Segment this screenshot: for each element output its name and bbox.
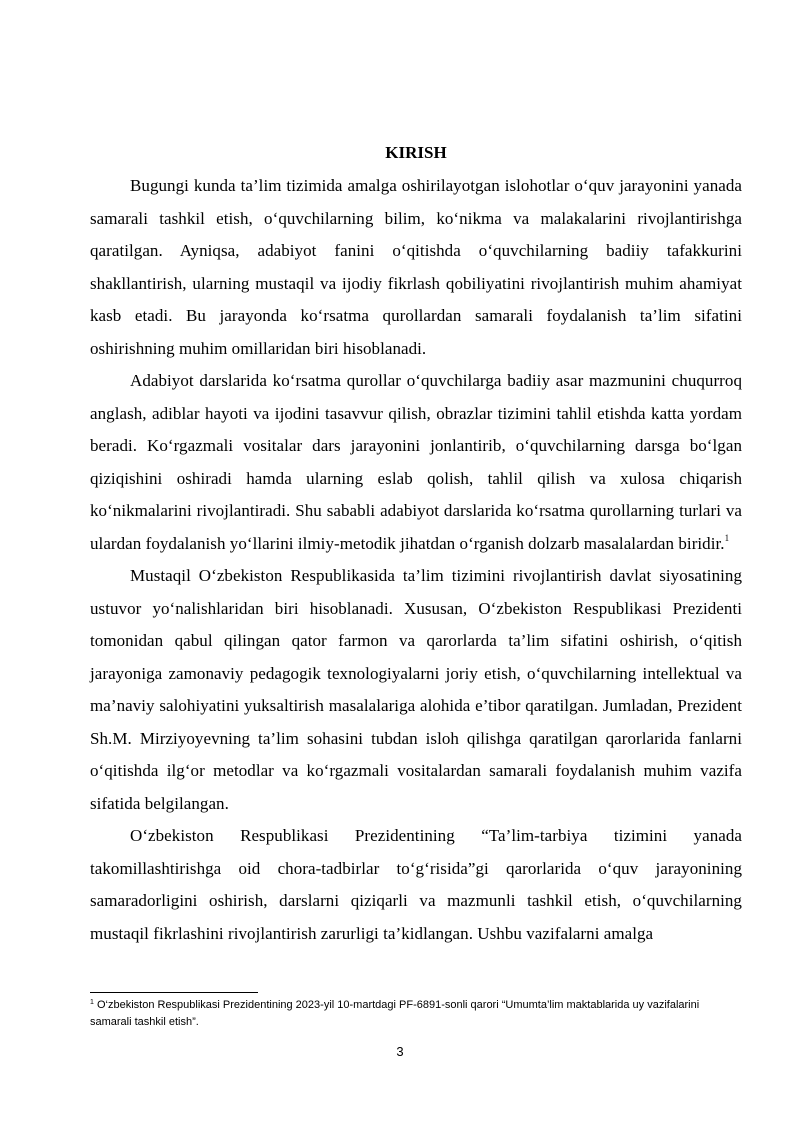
paragraph-1: Bugungi kunda ta’lim tizimida amalga oshirilayotgan islohotlar o‘quv jarayonini yanada samarali tashkil etish, o‘quvchilarning bilim, ko‘nikma va malakalarini rivojlantirishga qaratilgan. Ayniqsa, adabiyot fanini o‘qitishda o‘quvchilarning badiiy tafakkurini shakllantirish, ularning mustaqil va ijodiy fikrlash qobiliyatini rivojlantirish muhim ahamiyat kasb etadi. Bu jarayonda ko‘rsatma qurollardan samarali foydalanish ta’lim sifatini oshirishning muhim omillaridan biri hisoblanadi. (90, 176, 742, 358)
paragraph-3: Mustaqil O‘zbekiston Respublikasida ta’lim tizimini rivojlantirish davlat siyosatining ustuvor yo‘nalishlaridan biri hisoblanadi. Xususan, O‘zbekiston Respublikasi Prezidenti tomonidan qabul qilingan qator farmon va qarorlarda ta’lim sifatini oshirish, o‘qitish jarayoniga zamonaviy pedagogik texnologiyalarni joriy etish, o‘quvchilarning intellektual va ma’naviy salohiyatini yuksaltirish masalalariga alohida e’tibor qaratilgan. Jumladan, Prezident Sh.M. Mirziyoyevning ta’lim sohasini tubdan isloh qilishga qaratilgan qarorlarida fanlarni o‘qitishda ilg‘or metodlar va ko‘rgazmali vositalardan samarali foydalanish muhim vazifa sifatida belgilangan. (90, 566, 742, 813)
page-title: KIRISH (385, 143, 447, 162)
page-number: 3 (396, 1044, 404, 1059)
paragraph-4: O‘zbekiston Respublikasi Prezidentining “Ta’lim-tarbiya tizimini yanada takomillashtirishga oid chora-tadbirlar to‘g‘risida”gi qarorlarida o‘quv jarayonining samaradorligini oshirish, darslarni qiziqarli va mazmunli tashkil etish, o‘quvchilarning mustaqil fikrlashini rivojlantirish zarurligi ta’kidlangan. Ushbu vazifalarni amalga (90, 826, 742, 943)
paragraph-2 (90, 365, 742, 560)
paragraph-2-text: Adabiyot darslarida ko‘rsatma qurollar o‘quvchilarga badiiy asar mazmunini chuqurroq anglash, adiblar hayoti va ijodini tasavvur qilish, obrazlar tizimini tahlil etishda katta yordam beradi. Ko‘rgazmali vositalar dars jarayonini jonlantirib, o‘quvchilarning darsga bo‘lgan qiziqishini oshiradi hamda ularning eslab qolish, tahlil qilish va xulosa chiqarish ko‘nikmalarini rivojlantiradi. Shu sababli adabiyot darslarida ko‘rsatma qurollarning turlari va ulardan foydalanish yo‘llarini ilmiy-metodik jihatdan o‘rganish dolzarb masalalardan biridir. (90, 371, 742, 553)
footnote-text: O‘zbekiston Respublikasi Prezidentining 2023-yil 10-martdagi PF-6891-sonli qarori “Umumta’lim maktablarida uy vazifalarini samarali tashkil etish”. (90, 999, 700, 1028)
footnote (90, 997, 742, 1031)
footnote-reference[interactable]: 1 (724, 532, 730, 543)
footnote-separator (90, 992, 258, 993)
body-text (90, 170, 742, 950)
footnote-number: 1 (90, 999, 94, 1006)
